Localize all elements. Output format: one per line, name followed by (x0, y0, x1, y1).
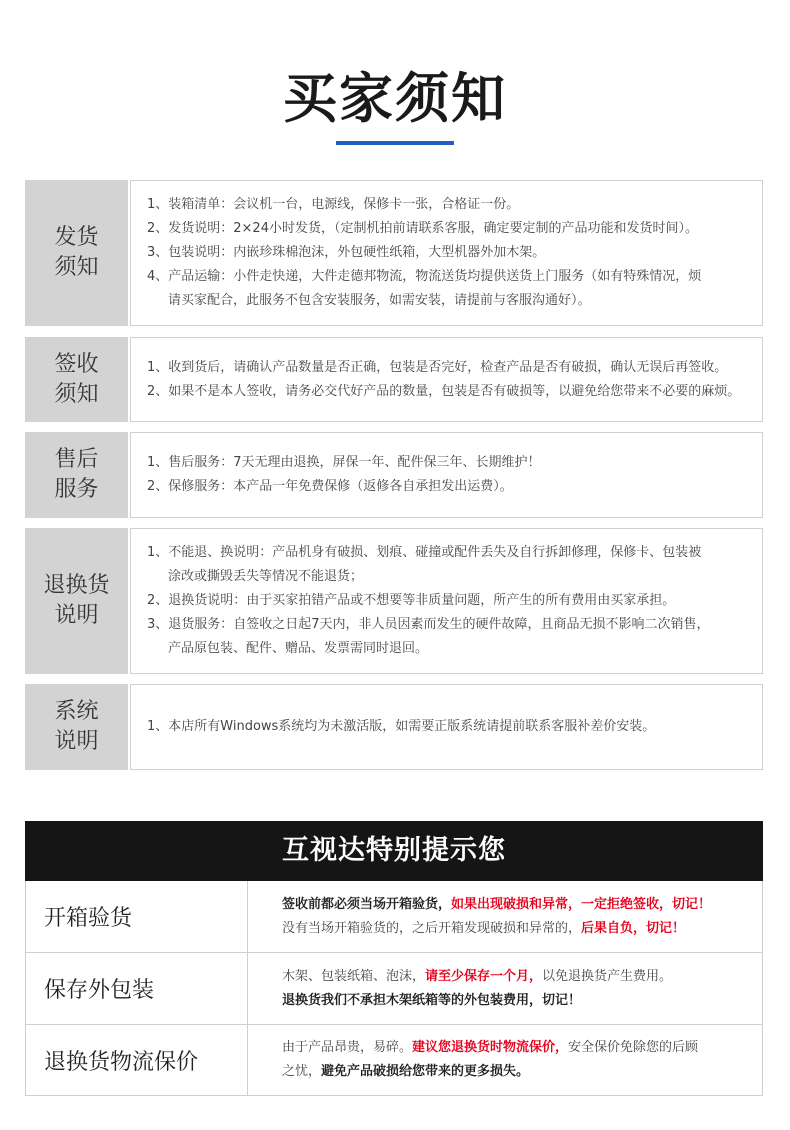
section-label (25, 432, 128, 518)
tip-label: 退换货物流保价 (26, 1025, 248, 1095)
section-shipping (25, 180, 763, 326)
label-line: 退换货 (43, 573, 110, 598)
list-item-continuation: 请买家配合，此服务不包含安装服务，如需安装，请提前与客服沟通好）。 (168, 293, 591, 308)
section-label (25, 180, 128, 326)
tip-line: 由于产品昂贵，易碎。建议您退换货时物流保价，安全保价免除您的后顾 (282, 1040, 699, 1055)
label-line: 须知 (54, 381, 99, 407)
section-label (25, 528, 128, 674)
tip-line: 木架、包装纸箱、泡沫，请至少保存一个月，以免退换货产生费用。 (282, 968, 673, 984)
label-line: 发货 (54, 225, 99, 250)
section-body (130, 432, 763, 518)
tips-header: 互视达特别提示您 (25, 821, 763, 881)
section-body (130, 528, 763, 674)
list-item-continuation: 产品原包装、配件、赠品、发票需同时退回。 (168, 641, 429, 656)
section-body (130, 684, 763, 770)
list-item-continuation: 涂改或撕毁丢失等情况不能退货； (168, 569, 364, 584)
list-item: 1、本店所有Windows系统均为未激活版，如需要正版系统请提前联系客服补差价安装。 (147, 719, 656, 734)
tips-row-unboxing (25, 881, 763, 953)
label-line: 服务 (54, 477, 99, 502)
special-tips-table (25, 821, 763, 1096)
label-line: 须知 (54, 255, 99, 280)
list-item: 3、退货服务：自签收之日起7天内，非人员因素而发生的硬件故障，且商品无损不影响二次销售， (147, 617, 710, 632)
title-underline (336, 141, 454, 145)
tip-line: 没有当场开箱验货的，之后开箱发现破损和异常的，后果自负，切记！ (282, 920, 686, 936)
label-line: 售后 (54, 447, 99, 472)
list-item: 1、装箱清单：会议机一台，电源线，保修卡一张，合格证一份。 (147, 197, 520, 212)
page-title: 买家须知 (283, 67, 507, 130)
label-line: 签收 (54, 351, 99, 377)
tips-row-packaging (25, 953, 763, 1025)
label-line: 说明 (54, 603, 99, 628)
tip-body (248, 881, 762, 952)
list-item: 3、包装说明：内嵌珍珠棉泡沫，外包硬性纸箱，大型机器外加木架。 (147, 245, 546, 260)
list-item: 1、不能退、换说明：产品机身有破损、划痕、碰撞或配件丢失及自行拆卸修理，保修卡、包装被 (147, 545, 702, 560)
section-body (130, 180, 763, 326)
section-label (25, 337, 128, 422)
section-body (130, 337, 763, 422)
list-item: 2、保修服务：本产品一年免费保修（返修各自承担发出运费）。 (147, 479, 513, 494)
list-item: 1、收到货后，请确认产品数量是否正确，包装是否完好，检查产品是否有破损，确认无误后再签收。 (147, 359, 728, 375)
tips-row-insurance (25, 1025, 763, 1096)
section-returns (25, 528, 763, 674)
section-label (25, 684, 128, 770)
tip-label: 开箱验货 (26, 881, 248, 952)
section-signing (25, 337, 763, 422)
label-line: 系统 (54, 699, 99, 724)
list-item: 2、如果不是本人签收，请务必交代好产品的数量，包装是否有破损等，以避免给您带来不必要的麻烦。 (147, 383, 741, 399)
list-item: 2、发货说明：2×24小时发货，（定制机拍前请联系客服，确定要定制的产品功能和发货时间）。 (147, 221, 698, 236)
label-line: 说明 (54, 729, 99, 754)
list-item: 1、售后服务：7天无理由退换，屏保一年、配件保三年、长期维护！ (147, 455, 541, 470)
tip-label: 保存外包装 (26, 953, 248, 1024)
tip-body (248, 953, 762, 1024)
tip-line: 退换货我们不承担木架纸箱等的外包装费用，切记！ (282, 992, 582, 1008)
tip-body (248, 1025, 762, 1095)
list-item: 4、产品运输：小件走快递，大件走德邦物流，物流送货均提供送货上门服务（如有特殊情况，烦 (147, 269, 702, 284)
section-after-sales (25, 432, 763, 518)
tip-line: 之忧，避免产品破损给您带来的更多损失。 (282, 1064, 530, 1079)
section-system (25, 684, 763, 770)
tip-line: 签收前都必须当场开箱验货，如果出现破损和异常，一定拒绝签收，切记！ (282, 896, 712, 912)
list-item: 2、退换货说明：由于买家拍错产品或不想要等非质量问题，所产生的所有费用由买家承担。 (147, 593, 676, 608)
